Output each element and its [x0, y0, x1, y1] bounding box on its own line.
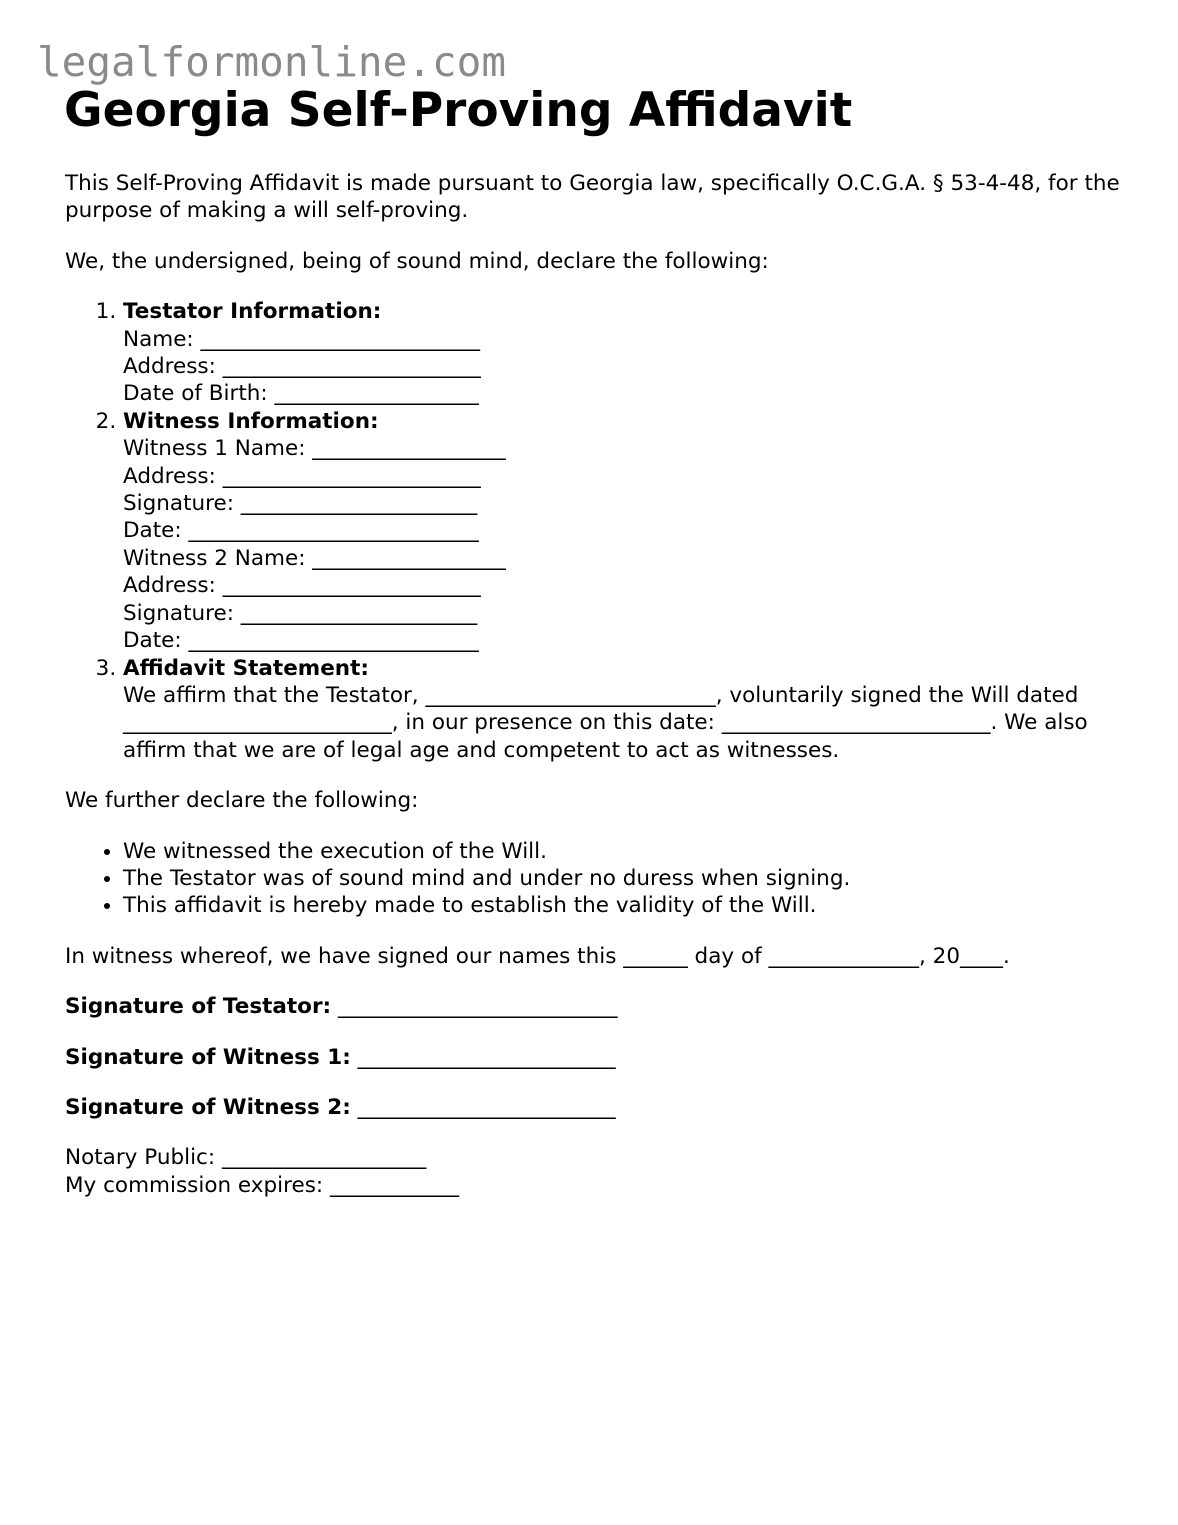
witness1-signature-field: Signature: ______________________	[123, 491, 478, 517]
sections-list	[65, 298, 1125, 764]
page-title: Georgia Self-Proving Affidavit	[64, 83, 853, 138]
list-item: • This affidavit is hereby made to establish the validity of the Will.	[123, 892, 1125, 919]
commission-expires-field: My commission expires: ____________	[65, 1172, 460, 1198]
witness1-signature-line	[65, 1044, 1125, 1071]
further-declaration-intro: We further declare the following:	[65, 788, 419, 814]
signature-blank: ________________________	[357, 1044, 616, 1070]
document-body	[65, 170, 1125, 1199]
list-item: • We witnessed the execution of the Will.	[123, 838, 1125, 865]
witness2-date-field: Date: ___________________________	[123, 628, 479, 654]
declaration-intro: We, the undersigned, being of sound mind, declare the following:	[65, 248, 769, 274]
signature-blank: ________________________	[357, 1094, 616, 1120]
witness1-address-field: Address: ________________________	[123, 463, 481, 489]
section-heading: Witness Information:	[123, 408, 379, 434]
testator-name-field: Name: __________________________	[123, 326, 481, 352]
witness-whereof-line: In witness whereof, we have signed our names this ______ day of ______________, 20____.	[65, 943, 1010, 969]
testator-dob-field: Date of Birth: ___________________	[123, 381, 479, 407]
testator-address-field: Address: ________________________	[123, 354, 481, 380]
witness2-address-field: Address: ________________________	[123, 573, 481, 599]
witness1-date-field: Date: ___________________________	[123, 518, 479, 544]
watermark: legalformonline.com	[37, 38, 506, 86]
section-witness-information	[123, 408, 1125, 655]
section-testator-information	[123, 298, 1125, 408]
section-heading: Affidavit Statement:	[123, 655, 369, 681]
testator-signature-line	[65, 993, 1125, 1020]
witness2-signature-field: Signature: ______________________	[123, 600, 478, 626]
notary-public-field: Notary Public: ___________________	[65, 1145, 427, 1171]
section-heading: Testator Information:	[123, 299, 382, 325]
witness1-name-field: Witness 1 Name: __________________	[123, 436, 506, 462]
list-item: • The Testator was of sound mind and under no duress when signing.	[123, 865, 1125, 892]
witness2-name-field: Witness 2 Name: __________________	[123, 545, 506, 571]
signature-blank: __________________________	[338, 994, 618, 1020]
signature-label: Signature of Witness 1:	[65, 1044, 351, 1070]
affidavit-statement-text: We affirm that the Testator, ___________________________, voluntarily signed the Will dated _________________________, in our presence on this date: _________________________. We also affirm that we are of legal age and competent to act as witnesses.	[123, 682, 1088, 763]
intro-paragraph: This Self-Proving Affidavit is made pursuant to Georgia law, specifically O.C.G.A. § 53-4-48, for the purpose of making a will self-proving.	[65, 171, 1120, 224]
notary-block	[65, 1144, 1125, 1199]
signature-label: Signature of Witness 2:	[65, 1094, 351, 1120]
witness2-signature-line	[65, 1094, 1125, 1121]
declarations-list	[65, 838, 1125, 920]
section-affidavit-statement	[123, 655, 1125, 765]
signature-label: Signature of Testator:	[65, 994, 332, 1020]
